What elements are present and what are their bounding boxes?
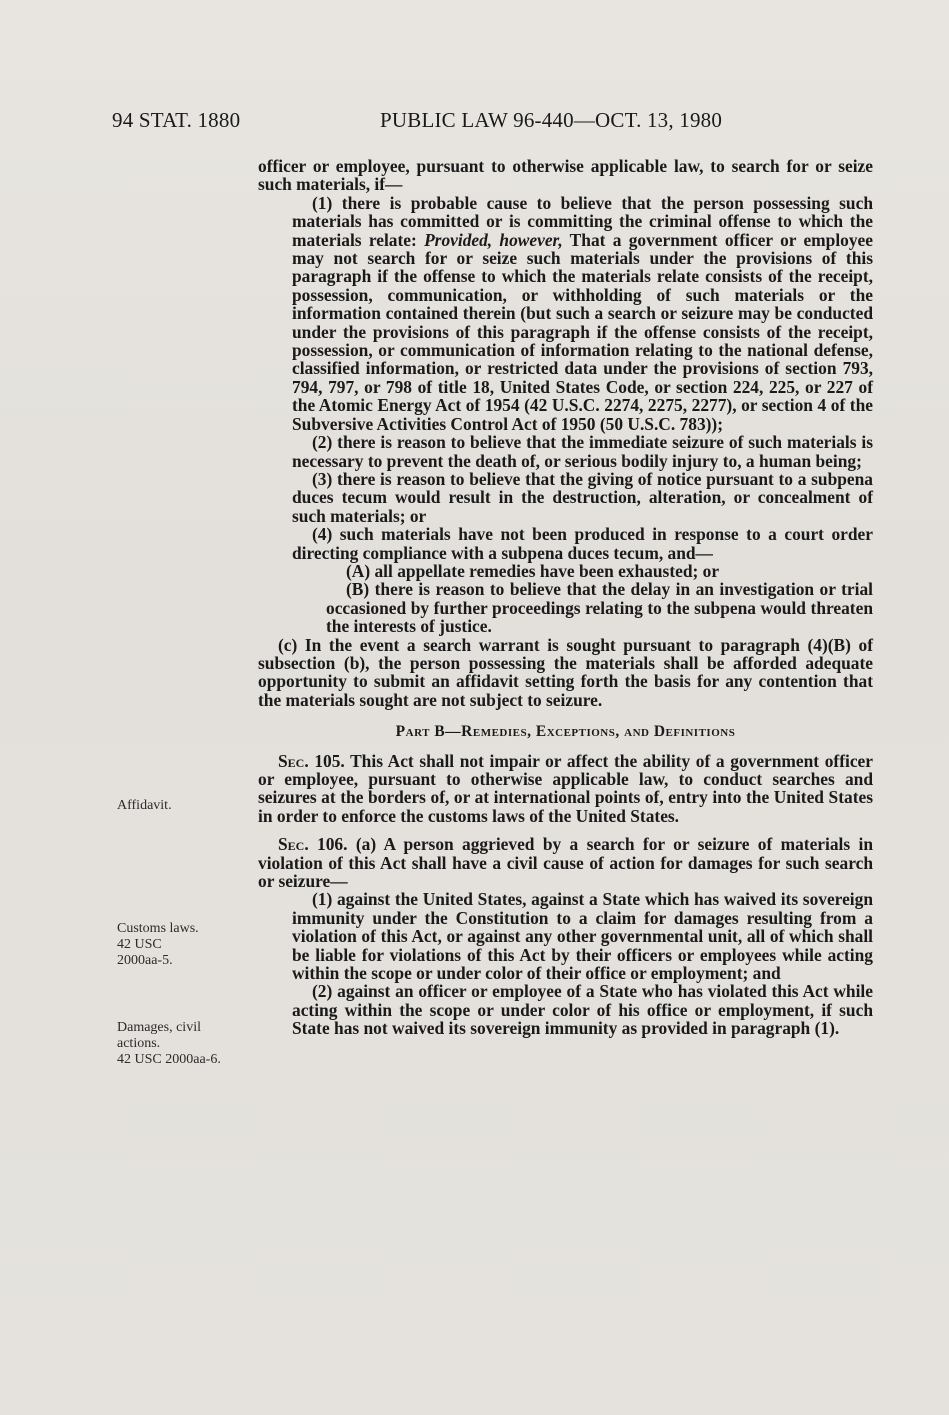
section-106-text: (a) A person aggrieved by a search for or seizure of materials in violation of this Act shall have a civil cause of action for damages for such search or seizure— bbox=[258, 834, 873, 892]
margin-note-line: Customs laws. bbox=[117, 921, 199, 936]
section-105-label: Sec. 105. bbox=[278, 750, 345, 771]
section-106-paragraph-2: (2) against an officer or employee of a State who has violated this Act while acting within the scope or under color of his office or employment, if such State has not waived its sovereign immunity as provided in paragraph (1). bbox=[292, 981, 873, 1039]
margin-note-line: 2000aa-5. bbox=[117, 953, 173, 968]
margin-note-damages bbox=[117, 1020, 221, 1068]
subparagraph-a: (A) all appellate remedies have been exhausted; or bbox=[346, 560, 720, 581]
paragraph-1-part-a: (1) there is probable cause to believe that the person possessing such materials has committed or is committing the criminal offense to which the materials relate: bbox=[292, 192, 873, 250]
statute-body bbox=[258, 157, 873, 1038]
paragraph-1 bbox=[258, 194, 873, 433]
part-b-heading: Part B—Remedies, Exceptions, and Definitions bbox=[395, 723, 736, 741]
paragraph-4: (4) such materials have not been produced in response to a court order directing compliance with a subpena duces tecum, and— bbox=[292, 524, 873, 563]
margin-note-line: 42 USC bbox=[117, 937, 162, 952]
paragraph-2: (2) there is reason to believe that the immediate seizure of such materials is necessary to prevent the death of, or serious bodily injury to, a human being; bbox=[292, 432, 873, 471]
subparagraph-b: (B) there is reason to believe that the delay in an investigation or trial occasioned by further proceedings relating to the subpena would threaten the interests of justice. bbox=[326, 579, 873, 637]
provided-however: Provided, however, bbox=[424, 229, 563, 250]
margin-note-line: actions. bbox=[117, 1036, 161, 1051]
paragraph-1-part-b: That a government officer or employee may not search for or seize such materials under the provisions of this paragraph if the offense to which the materials relate consists of the receipt, possession, communication, or withholding of such materials or the information contained therein (but such a search or seizure may be conducted under the provisions of this paragraph if the offense consists of the receipt, possession, or communication of information relating to the national defense, classified information, or restricted data under the provisions of section 793, 794, 797, or 798 of title 18, United States Code, or section 224, 225, or 227 of the Atomic Energy Act of 1954 (42 U.S.C. 2274, 2275, 2277), or section 4 of the Subversive Activities Control Act of 1950 (50 U.S.C. 783)); bbox=[292, 229, 873, 434]
margin-note-line: Affidavit. bbox=[117, 798, 172, 813]
section-106-paragraph-1: (1) against the United States, against a State which has waived its sovereign immunity under the Constitution to a claim for damages resulting from a violation of this Act, or against any other governmental unit, all of which shall be liable for violations of this Act by their officers or employees while acting within the scope or under color of their office or employment; and bbox=[292, 889, 873, 984]
margin-note-customs bbox=[117, 921, 199, 969]
paragraph-intro: officer or employee, pursuant to otherwise applicable law, to search for or seize such materials, if— bbox=[258, 156, 873, 195]
margin-note-line: 42 USC 2000aa-6. bbox=[117, 1052, 221, 1067]
subsection-c: (c) In the event a search warrant is sought pursuant to paragraph (4)(B) of subsection (b), the person possessing the materials shall be afforded adequate opportunity to submit an affidavit setting forth the basis for any contention that the materials sought are not subject to seizure. bbox=[258, 634, 873, 710]
paragraph-3: (3) there is reason to believe that the giving of notice pursuant to a subpena duces tecum would result in the destruction, alteration, or concealment of such materials; or bbox=[292, 468, 873, 526]
margin-note-line: Damages, civil bbox=[117, 1020, 201, 1035]
stat-page-number: 94 STAT. 1880 bbox=[112, 108, 241, 132]
section-106 bbox=[258, 835, 873, 890]
section-106-label: Sec. 106. bbox=[278, 834, 348, 855]
margin-note-affidavit bbox=[117, 798, 172, 814]
law-title-date: PUBLIC LAW 96-440—OCT. 13, 1980 bbox=[380, 108, 723, 132]
section-105-text: This Act shall not impair or affect the ability of a government officer or employee, pursuant to otherwise applicable law, to conduct searches and seizures at the borders of, or at international points of, entry into the United States in order to enforce the customs laws of the United States. bbox=[258, 750, 873, 826]
section-105 bbox=[258, 752, 873, 826]
